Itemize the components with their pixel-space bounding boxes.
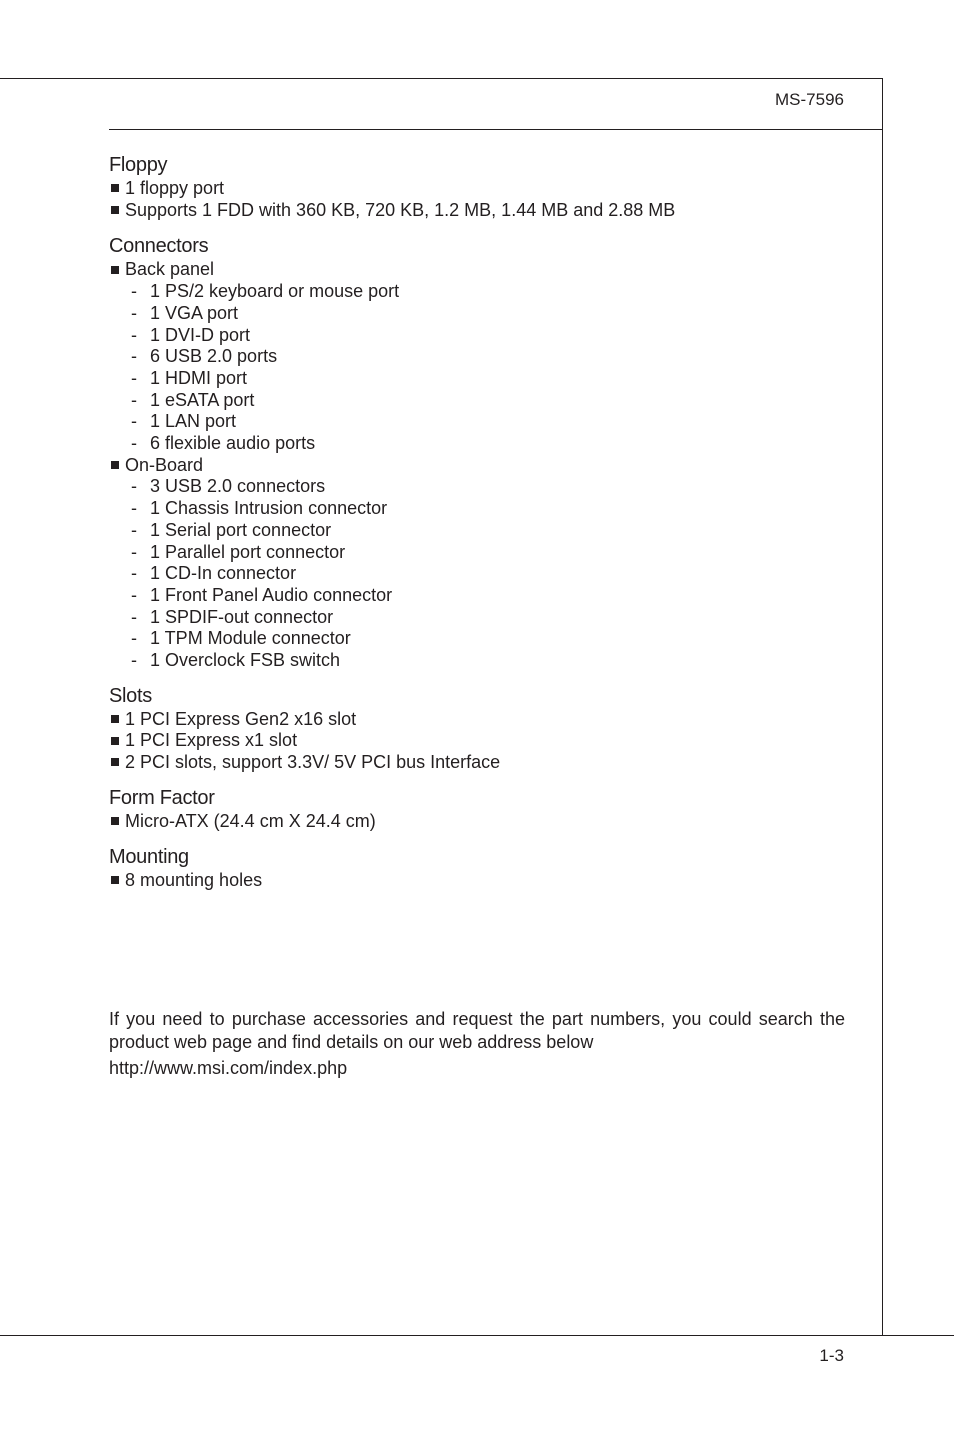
square-bullet-icon bbox=[111, 817, 119, 825]
list-subitem: - 1 LAN port bbox=[131, 411, 237, 432]
section-slots bbox=[109, 683, 845, 774]
square-bullet-icon bbox=[111, 737, 119, 745]
square-bullet-icon bbox=[111, 206, 119, 214]
square-bullet-icon bbox=[111, 758, 119, 766]
section-title-connectors: Connectors bbox=[109, 235, 209, 258]
section-form-factor bbox=[109, 785, 845, 833]
page-number: 1-3 bbox=[819, 1346, 844, 1365]
list-item: Supports 1 FDD with 360 KB, 720 KB, 1.2 MB, 1.44 MB and 2.88 MB bbox=[109, 200, 845, 222]
accessories-note: If you need to purchase accessories and request the part numbers, you could search the product web page and find details on our web address below bbox=[109, 1009, 845, 1052]
bottom-rule bbox=[0, 1335, 954, 1336]
square-bullet-icon bbox=[111, 266, 119, 274]
list-subitem: - 1 Parallel port connector bbox=[131, 541, 346, 562]
list-subitem: - 1 Chassis Intrusion connector bbox=[131, 498, 388, 519]
section-title-floppy: Floppy bbox=[109, 154, 168, 176]
list-subitem: - 1 DVI-D port bbox=[131, 324, 251, 345]
section-title-mounting: Mounting bbox=[109, 845, 189, 868]
spec-content bbox=[109, 152, 845, 891]
list-subitem: - 1 CD-In connector bbox=[131, 563, 297, 584]
msi-url-link[interactable]: http://www.msi.com/index.php bbox=[109, 1058, 348, 1078]
list-item: 1 PCI Express x1 slot bbox=[109, 730, 845, 752]
list-subitem: - 1 TPM Module connector bbox=[131, 628, 351, 649]
list-subitem: - 3 USB 2.0 connectors bbox=[131, 476, 326, 497]
square-bullet-icon bbox=[111, 461, 119, 469]
list-item: 8 mounting holes bbox=[109, 870, 845, 892]
model-number: MS-7596 bbox=[775, 90, 844, 109]
floppy-list bbox=[109, 178, 845, 221]
section-connectors bbox=[109, 233, 845, 671]
list-subitem: - 1 Front Panel Audio connector bbox=[131, 584, 393, 605]
list-subitem: - 1 VGA port bbox=[131, 302, 239, 323]
list-subitem: - 1 Overclock FSB switch bbox=[131, 650, 341, 671]
list-subitem: - 6 USB 2.0 ports bbox=[131, 346, 278, 367]
section-floppy bbox=[109, 152, 845, 221]
header-rule bbox=[109, 129, 883, 130]
list-subitem: - 1 HDMI port bbox=[131, 367, 248, 388]
list-item: 1 PCI Express Gen2 x16 slot bbox=[109, 709, 845, 731]
square-bullet-icon bbox=[111, 876, 119, 884]
list-subitem: - 1 SPDIF-out connector bbox=[131, 606, 334, 627]
section-title-slots: Slots bbox=[109, 684, 152, 707]
list-subitem: - 1 Serial port connector bbox=[131, 519, 332, 540]
slots-list bbox=[109, 709, 845, 774]
list-item: On-Board bbox=[109, 455, 845, 477]
top-rule bbox=[0, 78, 883, 79]
list-subitem: - 1 eSATA port bbox=[131, 389, 255, 410]
list-item: Micro-ATX (24.4 cm X 24.4 cm) bbox=[109, 811, 845, 833]
square-bullet-icon bbox=[111, 715, 119, 723]
list-subitem: - 1 PS/2 keyboard or mouse port bbox=[131, 281, 400, 302]
list-item: 2 PCI slots, support 3.3V/ 5V PCI bus Interface bbox=[109, 752, 845, 774]
list-subitem: - 6 flexible audio ports bbox=[131, 433, 316, 454]
right-rule bbox=[882, 78, 883, 1335]
form-factor-list bbox=[109, 811, 845, 833]
list-item: Back panel bbox=[109, 259, 845, 281]
section-mounting bbox=[109, 844, 845, 892]
square-bullet-icon bbox=[111, 184, 119, 192]
mounting-list bbox=[109, 870, 845, 892]
connectors-list bbox=[109, 259, 845, 671]
list-item: 1 floppy port bbox=[109, 178, 845, 200]
section-title-form-factor: Form Factor bbox=[109, 786, 215, 809]
